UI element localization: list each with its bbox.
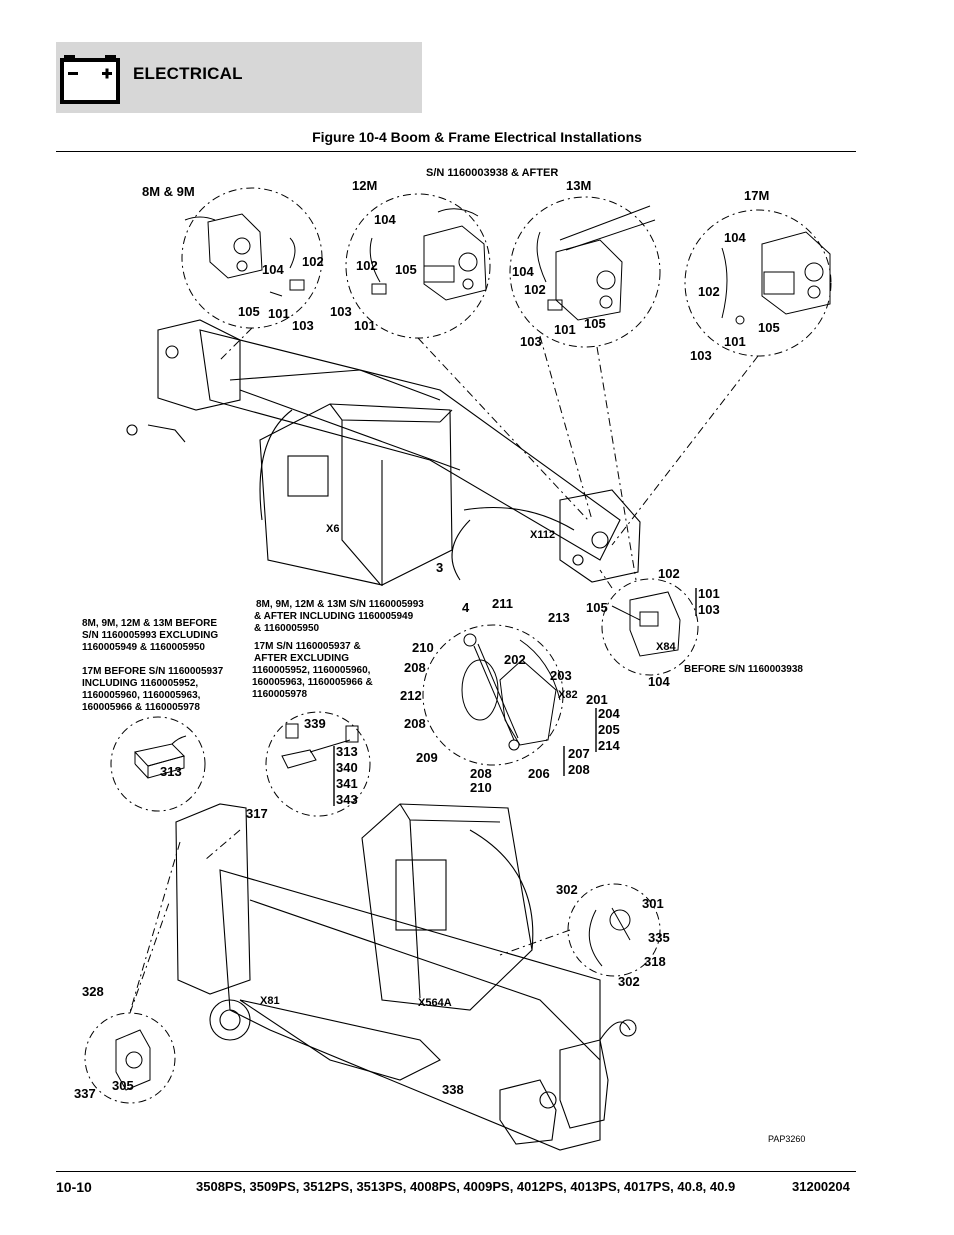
- callout-view-13m: 13M: [566, 178, 592, 193]
- part-label-340: 340: [336, 760, 358, 775]
- part-label-206: 206: [528, 766, 550, 781]
- part-label-102: 102: [698, 284, 720, 299]
- part-label-335: 335: [648, 930, 670, 945]
- note-mid-2: 17M S/N 1160005937 & AFTER EXCLUDING 1160005952, 1160005960, 160005963, 1160005966 & 1160005978: [252, 641, 373, 700]
- part-label-328: 328: [82, 984, 104, 999]
- part-label-337: 337: [74, 1086, 96, 1101]
- part-label-313: 313: [160, 764, 182, 779]
- part-label-213: 213: [548, 610, 570, 625]
- part-label-203: 203: [550, 668, 572, 683]
- connector-x564a: X564A: [418, 997, 452, 1009]
- part-label-214: 214: [598, 738, 620, 753]
- part-label-101: 101: [724, 334, 746, 349]
- note-left-2: 17M BEFORE S/N 1160005937 INCLUDING 1160005952, 1160005960, 1160005963, 160005966 & 1160005978: [82, 666, 224, 713]
- lower-chassis-art: [176, 804, 636, 1150]
- footer-page-number: 10-10: [56, 1179, 92, 1195]
- connector-x112: X112: [530, 529, 556, 541]
- part-label-208: 208: [470, 766, 492, 781]
- part-label-4: 4: [462, 600, 470, 615]
- part-label-102: 102: [524, 282, 546, 297]
- lower-cab-art: [362, 804, 533, 1010]
- callout-sn-top: S/N 1160003938 & AFTER: [426, 167, 559, 179]
- part-label-208: 208: [404, 660, 426, 675]
- part-label-201: 201: [586, 692, 608, 707]
- part-label-305: 305: [112, 1078, 134, 1093]
- part-label-301: 301: [642, 896, 664, 911]
- part-label-202: 202: [504, 652, 526, 667]
- part-label-313: 313: [336, 744, 358, 759]
- part-label-318: 318: [644, 954, 666, 969]
- bottom-rule: [56, 1171, 856, 1172]
- part-label-302: 302: [556, 882, 578, 897]
- connector-x81: X81: [260, 995, 280, 1007]
- part-label-317: 317: [246, 806, 268, 821]
- part-label-211: 211: [492, 596, 513, 611]
- part-label-103: 103: [292, 318, 314, 333]
- detail-13m-art: [537, 206, 655, 320]
- connector-x6: X6: [326, 523, 340, 535]
- figure-title: Figure 10-4 Boom & Frame Electrical Installations: [312, 129, 642, 145]
- part-label-104: 104: [648, 674, 670, 689]
- part-label-302: 302: [618, 974, 640, 989]
- part-label-102: 102: [302, 254, 324, 269]
- part-label-102: 102: [356, 258, 378, 273]
- art-id: PAP3260: [768, 1134, 806, 1144]
- callout-view-8m9m: 8M & 9M: [142, 184, 195, 199]
- callout-view-12m: 12M: [352, 178, 378, 193]
- detail-17m-art: [722, 232, 830, 324]
- part-label-104: 104: [512, 264, 534, 279]
- footer-doc-number: 31200204: [792, 1179, 850, 1194]
- note-left-1: 8M, 9M, 12M & 13M BEFORE S/N 1160005993 EXCLUDING 1160005949 & 1160005950: [82, 618, 219, 653]
- part-label-103: 103: [520, 334, 542, 349]
- part-label-209: 209: [416, 750, 438, 765]
- part-label-207: 207: [568, 746, 590, 761]
- connector-x82: X82: [558, 689, 578, 701]
- footer-models: 3508PS, 3509PS, 3512PS, 3513PS, 4008PS, 4009PS, 4012PS, 4013PS, 4017PS, 40.8, 40.9: [196, 1179, 736, 1194]
- part-label-101: 101: [698, 586, 720, 601]
- part-label-103: 103: [690, 348, 712, 363]
- part-label-105: 105: [238, 304, 260, 319]
- part-label-105: 105: [395, 262, 417, 277]
- part-label-3: 3: [436, 560, 444, 575]
- callout-before-sn: BEFORE S/N 1160003938: [684, 664, 803, 675]
- callout-view-17m: 17M: [744, 188, 770, 203]
- part-label-104: 104: [724, 230, 746, 245]
- part-label-205: 205: [598, 722, 620, 737]
- part-label-204: 204: [598, 706, 620, 721]
- detail-302-art: [589, 908, 630, 966]
- connector-x84: X84: [656, 641, 676, 653]
- part-label-103: 103: [698, 602, 720, 617]
- note-mid-1: 8M, 9M, 12M & 13M S/N 1160005993 & AFTER INCLUDING 1160005949 & 1160005950: [254, 599, 424, 634]
- part-label-105: 105: [758, 320, 780, 335]
- part-label-101: 101: [268, 306, 290, 321]
- detail-circle-313: [111, 717, 205, 811]
- part-label-104: 104: [262, 262, 284, 277]
- part-label-101: 101: [554, 322, 576, 337]
- detail-8m9m-art: [185, 214, 304, 296]
- part-label-341: 341: [336, 776, 358, 791]
- part-label-339: 339: [304, 716, 326, 731]
- part-label-343: 343: [336, 792, 358, 807]
- upper-boom-art: [127, 320, 640, 582]
- upper-cab-art: [260, 404, 452, 586]
- detail-circle-foot-pedal: [423, 625, 563, 765]
- part-label-101: 101: [354, 318, 376, 333]
- part-label-105: 105: [586, 600, 608, 615]
- part-label-338: 338: [442, 1082, 464, 1097]
- detail-circle-before-sn: [602, 579, 698, 675]
- part-label-208: 208: [568, 762, 590, 777]
- part-label-212: 212: [400, 688, 422, 703]
- section-title: ELECTRICAL: [133, 64, 243, 83]
- part-label-105: 105: [584, 316, 606, 331]
- part-label-103: 103: [330, 304, 352, 319]
- part-label-210: 210: [412, 640, 434, 655]
- part-label-210: 210: [470, 780, 492, 795]
- part-label-208: 208: [404, 716, 426, 731]
- part-label-102: 102: [658, 566, 680, 581]
- part-label-104: 104: [374, 212, 396, 227]
